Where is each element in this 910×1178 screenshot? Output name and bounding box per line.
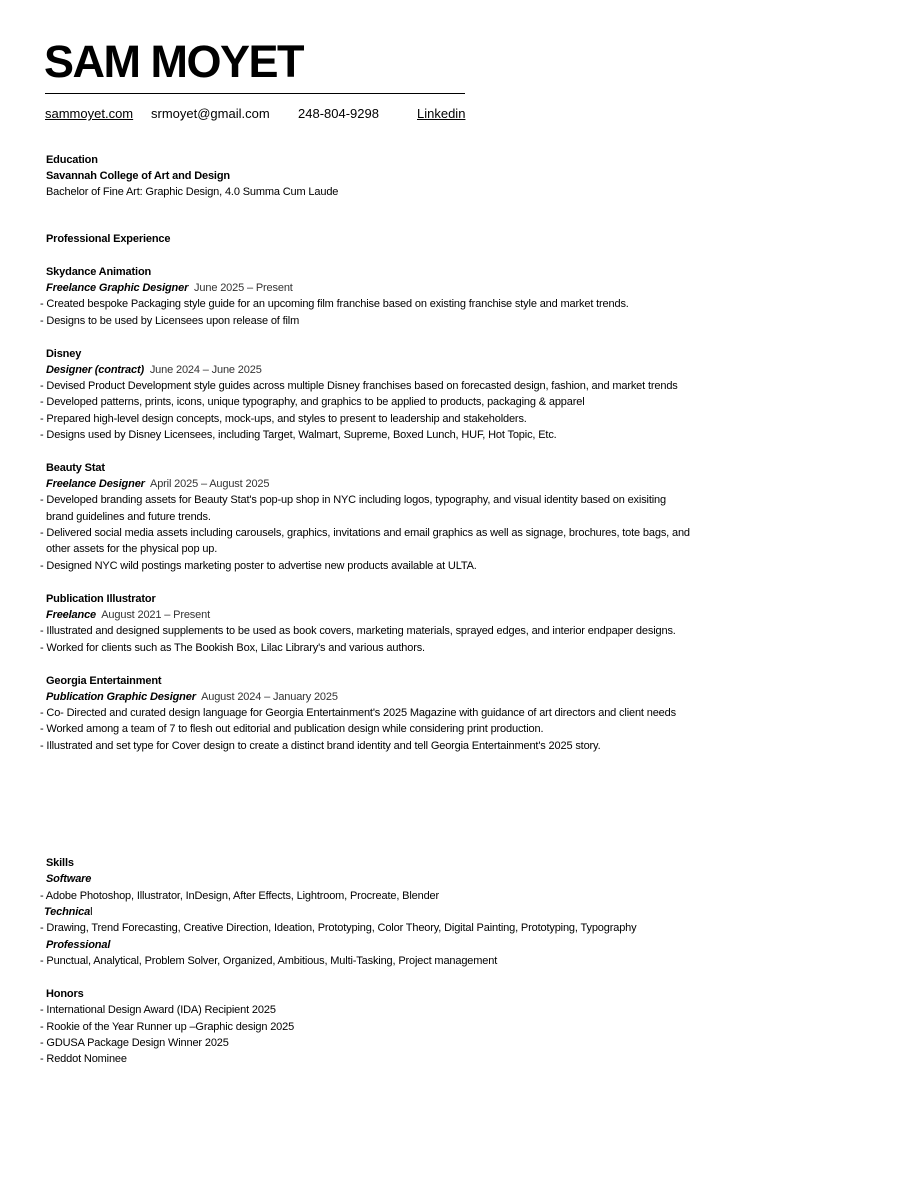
job-company: Beauty Stat	[46, 462, 105, 474]
education-school: Savannah College of Art and Design	[46, 170, 230, 182]
job-bullet: - Worked among a team of 7 to flesh out editorial and publication design while considering print production.	[40, 723, 544, 735]
skills-software-label: Software	[46, 873, 92, 885]
job-bullet-continuation: brand guidelines and future trends.	[46, 511, 211, 523]
job-bullet: - Designed NYC wild postings marketing poster to advertise new products available at ULTA.	[40, 560, 477, 572]
job-company: Disney	[46, 348, 82, 360]
job-role-line	[46, 607, 210, 623]
job-role-line	[46, 362, 262, 378]
honor-item: - Rookie of the Year Runner up –Graphic design 2025	[40, 1021, 295, 1033]
job-bullet: - Devised Product Development style guides across multiple Disney franchises based on forecasted design, fashion, and market trends	[40, 380, 678, 392]
job-bullet: - Developed branding assets for Beauty Stat's pop-up shop in NYC including logos, typography, and visual identity based on exisiting	[40, 494, 666, 506]
honor-item: - GDUSA Package Design Winner 2025	[40, 1037, 229, 1049]
skills-technical-label-end: l	[90, 906, 93, 918]
job-role-line	[46, 689, 338, 705]
job-role: Freelance	[46, 609, 97, 621]
job-bullet: - Delivered social media assets including carousels, graphics, invitations and email graphics as well as signage, brochures, tote bags, and	[40, 527, 690, 539]
job-role: Freelance Designer	[46, 478, 145, 490]
job-role-line	[46, 280, 293, 296]
job-dates: June 2025 – Present	[194, 282, 293, 294]
job-dates: April 2025 – August 2025	[150, 478, 270, 490]
job-bullet: - Worked for clients such as The Bookish Box, Lilac Library's and various authors.	[40, 642, 425, 654]
job-bullet-continuation: other assets for the physical pop up.	[46, 543, 218, 555]
job-role: Designer (contract)	[46, 364, 145, 376]
job-dates: August 2021 – Present	[101, 609, 210, 621]
skills-software: - Adobe Photoshop, Illustrator, InDesign, After Effects, Lightroom, Procreate, Blender	[40, 890, 440, 902]
skills-heading: Skills	[46, 857, 74, 869]
skills-technical: - Drawing, Trend Forecasting, Creative Direction, Ideation, Prototyping, Color Theory, Digital Painting, Prototyping, Typography	[40, 922, 637, 934]
skills-professional-label: Professional	[46, 939, 111, 951]
job-role: Freelance Graphic Designer	[46, 282, 189, 294]
job-bullet: - Prepared high-level design concepts, mock-ups, and styles to present to leadership and stakeholders.	[40, 413, 527, 425]
job-bullet: - Created bespoke Packaging style guide for an upcoming film franchise based on existing franchise style and market trends.	[40, 298, 629, 310]
job-bullet: - Illustrated and set type for Cover design to create a distinct brand identity and tell Georgia Entertainment's 2025 story.	[40, 740, 601, 752]
skills-technical-label-main: Technica	[44, 906, 91, 918]
job-company: Publication Illustrator	[46, 593, 156, 605]
job-role-line	[46, 476, 269, 492]
phone-text: 248-804-9298	[298, 106, 379, 121]
candidate-name: SAM MOYET	[44, 36, 304, 87]
education-heading: Education	[46, 154, 98, 166]
honor-item: - Reddot Nominee	[40, 1053, 127, 1065]
website-link[interactable]: sammoyet.com	[45, 106, 134, 121]
linkedin-link[interactable]: Linkedin	[417, 106, 466, 121]
education-degree: Bachelor of Fine Art: Graphic Design, 4.0 Summa Cum Laude	[46, 186, 339, 198]
job-company: Skydance Animation	[46, 266, 152, 278]
skills-technical-label	[44, 904, 92, 920]
job-company: Georgia Entertainment	[46, 675, 162, 687]
job-bullet: - Co- Directed and curated design language for Georgia Entertainment's 2025 Magazine with guidance of art directors and client needs	[40, 707, 676, 719]
email-text: srmoyet@gmail.com	[151, 106, 270, 121]
job-bullet: - Illustrated and designed supplements to be used as book covers, marketing materials, sprayed edges, and interior endpaper designs.	[40, 625, 676, 637]
job-dates: August 2024 – January 2025	[201, 691, 338, 703]
job-dates: June 2024 – June 2025	[149, 364, 262, 376]
skills-professional: - Punctual, Analytical, Problem Solver, Organized, Ambitious, Multi-Tasking, Project management	[40, 955, 498, 967]
honors-heading: Honors	[46, 988, 84, 1000]
honor-item: - International Design Award (IDA) Recipient 2025	[40, 1004, 276, 1016]
experience-heading: Professional Experience	[46, 233, 171, 245]
header-divider	[45, 93, 465, 94]
job-bullet: - Designs used by Disney Licensees, including Target, Walmart, Supreme, Boxed Lunch, HUF, Hot Topic, Etc.	[40, 429, 557, 441]
job-role: Publication Graphic Designer	[46, 691, 196, 703]
job-bullet: - Designs to be used by Licensees upon release of film	[40, 315, 300, 327]
job-bullet: - Developed patterns, prints, icons, unique typography, and graphics to be applied to products, packaging & apparel	[40, 396, 585, 408]
